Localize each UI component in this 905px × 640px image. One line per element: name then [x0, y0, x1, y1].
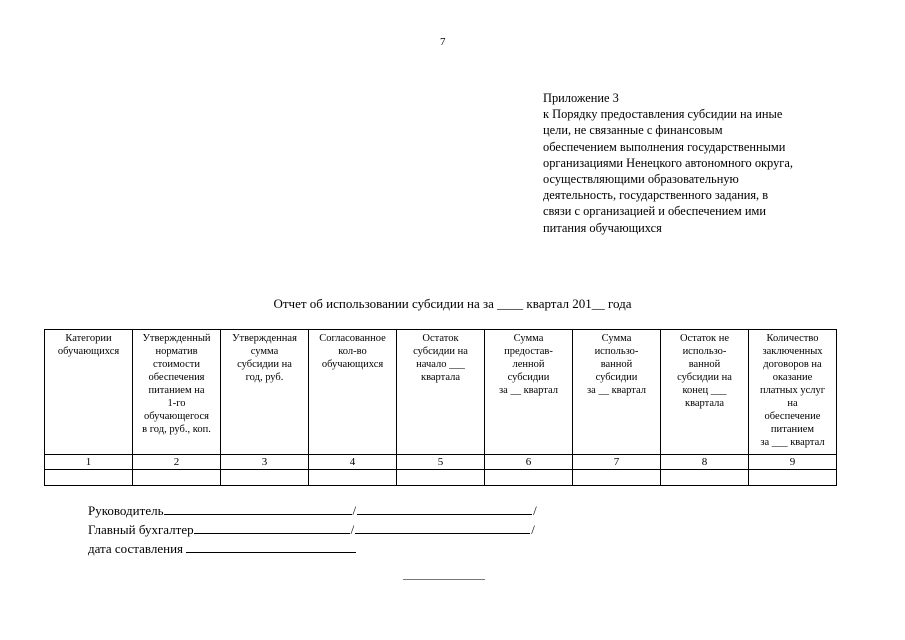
signature-separator: /: [533, 503, 537, 518]
signature-separator: /: [531, 522, 535, 537]
table-cell: [221, 470, 309, 486]
header-cell: Утвержденная сумма субсидии на год, руб.: [221, 330, 309, 455]
header-cell: Сумма предостав- ленной субсидии за __ квартал: [485, 330, 573, 455]
date-label: дата составления: [88, 541, 183, 556]
appendix-line: цели, не связанные с финансовым: [543, 123, 723, 138]
footer-divider: [403, 579, 485, 580]
header-cell: Остаток субсидии на начало ___ квартала: [397, 330, 485, 455]
signature-separator: /: [352, 503, 357, 518]
appendix-line: связи с организацией и обеспечением ими: [543, 204, 766, 219]
appendix-line: деятельность, государственного задания, в: [543, 188, 769, 203]
table-header-row: [45, 330, 837, 455]
header-cell: Согласованное кол-во обучающихся: [309, 330, 397, 455]
manager-label: Руководитель: [88, 503, 164, 518]
table-cell: [133, 470, 221, 486]
appendix-note: [543, 90, 843, 236]
appendix-line: Приложение 3: [543, 91, 619, 105]
report-table: [44, 329, 837, 486]
appendix-line: к Порядку предоставления субсидии на иные: [543, 107, 783, 122]
accountant-name-line: [355, 520, 530, 534]
accountant-signature-line: [194, 520, 350, 534]
table-row: [45, 470, 837, 486]
accountant-label: Главный бухгалтер: [88, 522, 194, 537]
table-cell: [485, 470, 573, 486]
column-number: 8: [661, 455, 749, 470]
signature-separator: /: [350, 522, 355, 537]
appendix-line: организациями Ненецкого автономного округа,: [543, 155, 793, 170]
header-cell: Количество заключенных договоров на оказание платных услуг на обеспечение питанием за ___ квартал: [749, 330, 837, 455]
page-number: 7: [440, 36, 446, 48]
column-number: 3: [221, 455, 309, 470]
appendix-line: питания обучающихся: [543, 220, 662, 235]
manager-name-line: [357, 501, 532, 515]
table-cell: [309, 470, 397, 486]
appendix-line: осуществляющими образовательную: [543, 172, 739, 187]
column-number: 2: [133, 455, 221, 470]
date-row: [88, 539, 538, 558]
table-cell: [45, 470, 133, 486]
table-cell: [661, 470, 749, 486]
column-number-row: [45, 455, 837, 470]
column-number: 7: [573, 455, 661, 470]
header-cell: Сумма использо- ванной субсидии за __ квартал: [573, 330, 661, 455]
manager-signature-line: [164, 501, 352, 515]
header-cell: Утвержденный норматив стоимости обеспечения питанием на 1-го обучающегося в год, руб., коп.: [133, 330, 221, 455]
table-cell: [573, 470, 661, 486]
column-number: 1: [45, 455, 133, 470]
header-cell: Категории обучающихся: [45, 330, 133, 455]
table-cell: [397, 470, 485, 486]
column-number: 4: [309, 455, 397, 470]
manager-signature-row: [88, 501, 538, 520]
signature-block: [88, 501, 538, 558]
report-title: Отчет об использовании субсидии на за ____ квартал 201__ года: [273, 296, 632, 311]
column-number: 5: [397, 455, 485, 470]
header-cell: Остаток не использо- ванной субсидии на конец ___ квартала: [661, 330, 749, 455]
accountant-signature-row: [88, 520, 538, 539]
date-line: [186, 539, 356, 553]
table-cell: [749, 470, 837, 486]
column-number: 6: [485, 455, 573, 470]
appendix-line: обеспечением выполнения государственными: [543, 139, 786, 154]
column-number: 9: [749, 455, 837, 470]
